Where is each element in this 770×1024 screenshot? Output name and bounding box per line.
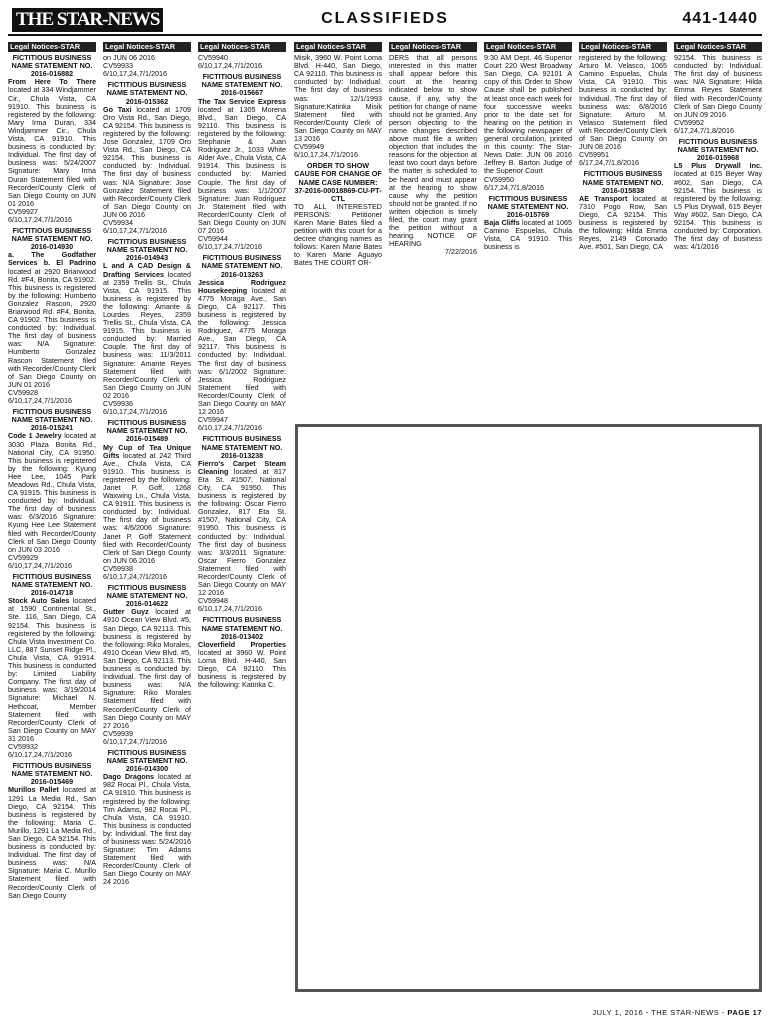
- notice-body: [198, 98, 286, 236]
- notice-text: located at 1709 Oro Vista Rd., San Diego, CA 92154. This business is registered by the following: Jose Gonzalez, 1709 Oro Vista Rd., San Diego, CA 92154. This business is conducted by: Individual. The first day of business was: N/A Signature: Jose Gonzalez Statement filed with Recorder/County Clerk of San Diego County on JUN 06 2016: [103, 104, 191, 219]
- notice-text: located at 4775 Moraga Ave., San Diego, CA 92117. This business is registered by the following: Jessica Rodriguez, 4775 Moraga Ave., San Diego, CA 92117. This business is conducted by: Individual. The first day of business was: 6/1/2002 Signature: Jessica Rodriguez Statement filed with Recorder/County Clerk of San Diego County on MAY 12 2016: [198, 285, 286, 417]
- notice-id: CV59928: [8, 387, 38, 397]
- publication-dates: 6/10,17,24,7/1/2016: [198, 423, 262, 433]
- legal-notice: [8, 54, 96, 224]
- legal-notice: [674, 138, 762, 251]
- notice-text: located at 817 Eta St. #1507, National City, CA 91950. This business is registered by the following: Oscar Fierro Gonzalez, 817 Eta St. #1507, National City, CA 91950. This business is conducted by: Individual. The first day of business was: 3/3/2011 Signature: Oscar Fierro Gonzalez Statement filed with Recorder/County Clerk of San Diego County on MAY 12 2016: [198, 466, 286, 598]
- notice-body: [579, 54, 667, 151]
- notice-title: FICTITIOUS BUSINESS NAME STATEMENT NO. 2016-015838: [582, 169, 664, 195]
- publication-dates: 6/10,17,24,7/1/2016: [198, 604, 262, 614]
- notice-id: CV59940: [198, 53, 228, 63]
- legal-notice: [484, 54, 572, 192]
- publication-dates: 6/10,17,24,7/1/2016: [103, 69, 167, 79]
- business-name: L5 Plus Drywall Inc.: [674, 161, 762, 171]
- legal-notice: [389, 54, 477, 256]
- business-name: Code 1 Jewelry: [8, 431, 62, 441]
- publication-dates: 6/10,17,24,7/1/2016: [103, 407, 167, 417]
- legal-notice: [579, 170, 667, 251]
- column-header: Legal Notices-STAR: [103, 42, 191, 52]
- notice-title: FICTITIOUS BUSINESS NAME STATEMENT NO. 2016-015489: [106, 418, 188, 444]
- legal-notice: [103, 749, 191, 887]
- notice-title: FICTITIOUS BUSINESS NAME STATEMENT NO. 2016-016882: [11, 53, 93, 79]
- business-name: The Tax Service Express: [198, 96, 286, 106]
- notice-body: [674, 54, 762, 119]
- notice-text: located at 242 Third Ave., Chula Vista, CA 91910. This business is registered by the following: Janet P. Goff, 1268 Waxwing Ln., Chula Vista, CA 91911. This business is conducted by: Individual. The first day of business was: 4/6/2006 Signature: Janet P. Goff Statement filed with Recorder/County Clerk of San Diego County on JUN 06 2016: [103, 450, 191, 565]
- notice-text: located at 4910 Ocean View Blvd. #5, San Diego, CA 92113. This business is registered by the following: Riko Morales, 4910 Ocean View Blvd. #5, San Diego, CA 92113. This business is conducted by: Individual. The first day of business was: N/A Signature: Riko Morales Statement filed with Recorder/County Clerk of San Diego County on MAY 27 2016: [103, 607, 191, 730]
- notice-title: FICTITIOUS BUSINESS NAME STATEMENT NO. 2016-014300: [106, 747, 188, 774]
- publication-dates: 6/10,17,24,7/1/2016: [198, 242, 262, 252]
- notice-text: located at 1305 Morena Blvd., San Diego, CA 92110. This business is registered by the following: Stephanie & Juan Rodriguez Jr., 1033 White Alder Ave., Chula Vista, CA 91914. This business is conducted by: Married Couple. The first day of business was: 1/1/2007 Signature: Juan Rodriguez Jr. Statement filed with Recorder/County Clerk of San Diego County on JUN 07 2016: [198, 104, 286, 236]
- business-name: L and A CAD Design & Drafting Services: [103, 261, 191, 279]
- notice-id: CV59938: [103, 563, 133, 573]
- notice-id: CV59934: [103, 217, 133, 227]
- business-name: AE Transport: [579, 193, 628, 203]
- notice-body: [294, 54, 382, 143]
- notice-title: FICTITIOUS BUSINESS NAME STATEMENT NO. 2016-015769: [487, 193, 569, 219]
- column-header: Legal Notices-STAR: [294, 42, 382, 52]
- legal-notice: [103, 81, 191, 235]
- notice-body: [8, 786, 96, 899]
- legal-notice: [8, 408, 96, 570]
- notice-text: DERS that all persons interested in this matter shall appear before this court at the hearing indicated below to show cause, if any, why the petition for change of name should not be granted. Any person objecting to the name changes described above must file a written objection that includes the reasons for the objection at least two court days before the matter is scheduled to be heard and must appear at the hearing to show cause why the petition should not be granted. If no written objection is timely filed, the court may grant the petition without a hearing. NOTICE OF HEARING: [389, 53, 477, 249]
- notice-text: TO ALL INTERESTED PERSONS: Petitioner Karen Marie Bates filed a petition with this court for a decree changing names as follows: Karen Marie Bates to Karen Marie Aguayo Bates THE COURT OR-: [294, 201, 382, 268]
- notice-title: FICTITIOUS BUSINESS NAME STATEMENT NO. 2016-015667: [201, 72, 283, 98]
- notice-text: located at 982 Rocai Pl., Chula Vista, CA 91910. This business is registered by the following: Tim Adams, 982 Rocai Pl., Chula Vista, CA 91910. This business is conducted by: Individual. The first day of business was: 5/24/2016 Signature: Tim Adams Statement filed with Recorder/County Clerk of San Diego County on MAY 24 2016: [103, 772, 191, 887]
- legal-notice: [8, 762, 96, 900]
- legal-notice: [674, 54, 762, 135]
- notice-body: [198, 279, 286, 417]
- business-name: Jessica Rodriguez Housekeeping: [198, 277, 286, 295]
- publication-dates: 6/10,17,24,7/1/2016: [8, 750, 72, 760]
- column-header: Legal Notices-STAR: [8, 42, 96, 52]
- legal-notice: [8, 227, 96, 405]
- legal-notice: [198, 73, 286, 251]
- notice-body: [484, 54, 572, 175]
- publication-dates: 6/10,17,24,7/1/2016: [8, 560, 72, 570]
- publication-dates: 6/10,17,24,7/1/2016: [103, 736, 167, 746]
- notice-body: [103, 262, 191, 400]
- column-header: Legal Notices-STAR: [579, 42, 667, 52]
- notice-body: [484, 219, 572, 251]
- column-header: Legal Notices-STAR: [674, 42, 762, 52]
- publication-dates: 6/10,17,24,7/1/2016: [103, 226, 167, 236]
- notice-body: [674, 162, 762, 251]
- business-name: a. The Godfather Services b. El Padrino: [8, 250, 96, 268]
- publication-dates: 6/10,17,24,7/1/2016: [103, 572, 167, 581]
- legal-notice: [103, 54, 191, 78]
- notice-text: 9:30 AM Dept. 46 Superior Court 220 West Broadway San Diego, CA 92101 A copy of this Order to Show Cause shall be published at least once each week for four successive weeks prior to the date set for hearing on the petition in the following newspaper of general circulation, printed in this county: The Star-News Date: JUN 06 2016 Jeffrey B. Barton Judge of the Superior Court: [484, 53, 572, 176]
- notice-text: located at 615 Beyer Way #602, San Diego, CA 92154. This business is registered by the following: L5 Plus Drywall, 615 Beyer Way #602, San Diego, CA 92154. This business is conducted by: Corporation. The first day of business was: 4/1/2016: [674, 169, 762, 252]
- notice-body: [8, 251, 96, 389]
- notice-id: CV59932: [8, 741, 38, 751]
- legal-notice: [103, 584, 191, 746]
- column-header: Legal Notices-STAR: [198, 42, 286, 52]
- newspaper-logo: THE STAR-NEWS: [12, 8, 163, 32]
- notice-body: [8, 597, 96, 743]
- publication-dates: 6/10,17,24,7/1/2016: [198, 61, 262, 71]
- legal-notice: [198, 435, 286, 613]
- notice-title: FICTITIOUS BUSINESS NAME STATEMENT NO. 2016-013263: [201, 253, 283, 279]
- notice-body: [103, 773, 191, 886]
- legal-notice: [103, 419, 191, 581]
- notice-id: CV59929: [8, 552, 38, 562]
- legal-notice: [484, 195, 572, 252]
- page-number: PAGE 17: [727, 1008, 762, 1017]
- business-name: From Here To There: [8, 77, 96, 87]
- notice-text: 92154. This business is conducted by: Individual. The first day of business was: N/A Signature: Hilda Emma Reyes Statement filed with Recorder/County Clerk of San Diego County on JUN 09 2016: [674, 53, 762, 119]
- section-title: CLASSIFIEDS: [321, 10, 449, 27]
- notice-text: located at 1065 Camino Espuelas, Chula Vista, CA 91910. This business is: [484, 217, 572, 252]
- business-name: My Cup of Tea Unique Gifts: [103, 442, 191, 460]
- notice-id: CV59950: [484, 174, 514, 184]
- category-code: 441-1440: [682, 10, 758, 27]
- publication-dates: 7/22/2016: [445, 247, 477, 257]
- business-name: Cloverfield Properties: [198, 639, 286, 649]
- notice-body: [8, 78, 96, 208]
- publication-dates: 6/17,24,7/1,8/2016: [674, 125, 734, 135]
- column-header: Legal Notices-STAR: [484, 42, 572, 52]
- notice-id: CV59952: [674, 117, 704, 127]
- notice-column: [103, 42, 191, 1010]
- notice-body: [389, 54, 477, 248]
- business-name: Baja Cliffs: [484, 217, 520, 227]
- notice-id: CV59936: [103, 399, 133, 409]
- notice-title: FICTITIOUS BUSINESS NAME STATEMENT NO. 2016-014943: [106, 237, 188, 263]
- notice-body: [103, 106, 191, 219]
- notice-id: CV59933: [103, 61, 133, 71]
- notice-text: located at 3030 Plaza Bonita Rd., National City, CA 91950. This business is registered by the following: Kyung Hee Lee, 1045 Park Meadows Rd., Chula Vista, CA 91915. This business is conducted by: Individual. The first day of business was: 6/3/2016 Signature: Kyung Hee Lee Statement filed with Recorder/County Clerk of San Diego County on JUN 03 2016: [8, 431, 96, 554]
- notice-text: located at 1291 La Media Rd., San Diego, CA 92154. This business is registered by the following: Maria C. Murillo, 1291 La Media Rd., San Diego, CA 92154. This business is conducted by: Individual. The first day of business was: N/A Signature: Maria C. Murillo Statement filed with Recorder/County Clerk of San Diego County: [8, 785, 96, 900]
- ad-placeholder-box: [295, 424, 762, 992]
- notice-text: located at 334 Windjammer Cir., Chula Vista, CA 91910. This business is registered by the following: Mary Irma Duran, 334 Windjammer Cir., Chula Vista, CA 91910. This business is conducted by: Individual. The first day of business was: 5/24/2007 Signature: Mary Irma Duran Statement filed with Recorder/County Clerk of San Diego County on JUN 01 2016: [8, 85, 96, 208]
- footer-date: JULY 1, 2016 - THE STAR-NEWS -: [592, 1008, 728, 1017]
- notice-title: FICTITIOUS BUSINESS NAME STATEMENT NO. 2016-014718: [11, 572, 93, 598]
- notice-body: [579, 195, 667, 252]
- business-name: Murillos Pallet: [8, 785, 59, 795]
- legal-notice: [103, 238, 191, 416]
- publication-dates: 6/17,24,7/1,8/2016: [484, 182, 544, 192]
- notice-text: Misik, 3960 W. Point Loma Blvd. H-440, San Diego, CA 92110. This business is conducted by: Individual. The first day of business was: 12/1/1993 Signature:Katinka Misik Statement filed with Recorder/County Clerk of San Diego County on MAY 13 2016: [294, 53, 382, 144]
- notice-title: ORDER TO SHOW CAUSE FOR CHANGE OF NAME CASE NUMBER: 37-2016-00018869-CU-PT-CTL: [294, 161, 382, 203]
- legal-notice: [294, 162, 382, 267]
- publication-dates: 6/10,17,24,7/1/2016: [8, 396, 72, 406]
- notice-column: [198, 42, 286, 1010]
- notice-id: CV59949: [294, 142, 324, 152]
- notice-text: located at 2920 Briarwood Rd. #F4, Bonita, CA 91902. This business is registered by the following: Humberto Gonzalez Rascon, 2920 Briarwood Rd. #F4, Bonita, CA 91902. This business is conducted by: Individual. The first day of business was: N/A Signature: Humberto Gonzalez Rascon Statement filed with Recorder/County Clerk of San Diego County on JUN 01 2016: [8, 266, 96, 389]
- notice-id: CV59951: [579, 150, 609, 160]
- notice-title: FICTITIOUS BUSINESS NAME STATEMENT NO. 2016-015968: [677, 137, 759, 163]
- business-name: Fierro's Carpet Steam Cleaning: [198, 458, 286, 476]
- notice-id: CV59944: [198, 234, 228, 244]
- notice-title: FICTITIOUS BUSINESS NAME STATEMENT NO. 2016-013402: [201, 615, 283, 641]
- notice-id: CV59947: [198, 415, 228, 425]
- notice-text: located at 3960 W. Point Loma Blvd. H-440, San Diego, CA 92110. This business is registered by the following: Katinka C.: [198, 647, 286, 690]
- business-name: Go Taxi: [103, 104, 132, 114]
- legal-notice: [8, 573, 96, 759]
- notice-body: [8, 432, 96, 553]
- notice-title: FICTITIOUS BUSINESS NAME STATEMENT NO. 2016-014622: [106, 583, 188, 609]
- notice-body: [103, 444, 191, 565]
- legal-notice: [294, 54, 382, 159]
- notice-title: FICTITIOUS BUSINESS NAME STATEMENT NO. 2016-015241: [11, 407, 93, 433]
- notice-text: registered by the following: Arturo M. Velasco, 1065 Camino Espuelas, Chula Vista, CA 91910. This business is conducted by: Individual. The first day of business was: 6/8/2016 Signature: Arturo M. Velasco Statement filed with Recorder/County Clerk of San Diego County on JUN 08 2016: [579, 53, 667, 152]
- notice-column: [8, 42, 96, 1010]
- notice-title: FICTITIOUS BUSINESS NAME STATEMENT NO. 2016-013238: [201, 434, 283, 460]
- notice-body: [198, 641, 286, 690]
- notice-text: located at 1590 Continental St., Ste. 116, San Diego, CA 92154. This business is registered by the following: Chula Vista Investment Co. LLC, 887 Sunset Ridge Pl., Chula Vista, CA 91914. This business is conducted by: Limited Liability Company. The first day of business was: 3/19/2014 Signature: Michael N. Hethcoat, Member Statement filed with Recorder/County Clerk of San Diego County on MAY 31 2016: [8, 596, 96, 743]
- publication-dates: 6/10,17,24,7/1/2016: [8, 214, 72, 224]
- notice-title: FICTITIOUS BUSINESS NAME STATEMENT NO. 2016-015469: [11, 761, 93, 787]
- page-footer: [592, 1008, 762, 1017]
- notice-id: CV59927: [8, 206, 38, 216]
- publication-dates: 6/17,24,7/1,8/2016: [579, 158, 639, 168]
- notice-body: [294, 203, 382, 268]
- legal-notice: [198, 616, 286, 689]
- notice-id: CV59939: [103, 728, 133, 738]
- notice-body: [198, 460, 286, 598]
- business-name: Stock Auto Sales: [8, 596, 70, 606]
- publication-dates: 6/10,17,24,7/1/2016: [294, 150, 358, 160]
- legal-notice: [579, 54, 667, 167]
- notice-id: CV59948: [198, 596, 228, 606]
- notice-text: on JUN 06 2016: [103, 53, 155, 63]
- notice-title: FICTITIOUS BUSINESS NAME STATEMENT NO. 2016-014930: [11, 226, 93, 252]
- column-header: Legal Notices-STAR: [389, 42, 477, 52]
- business-name: Dago Dragons: [103, 772, 155, 782]
- notice-text: located at 2359 Trellis St., Chula Vista, CA 91915. This business is registered by the following: Amante & Lourdes Reyes, 2359 Trellis St., Chula Vista, CA 91915. This business is conducted by: Married Couple. The first day of business was: 11/3/2011 Signature: Amante Reyes Statement filed with Recorder/County Clerk of San Diego County on JUN 02 2016: [103, 269, 191, 400]
- masthead: [8, 6, 762, 36]
- notice-body: [103, 608, 191, 729]
- notice-text: located at 7310 Pogo Row, San Diego, CA 92154. This business is registered by the following: Hilda Emma Reyes, 2149 Coronado Ave. #501, San Diego, CA: [579, 193, 667, 252]
- notice-title: FICTITIOUS BUSINESS NAME STATEMENT NO. 2016-015362: [106, 80, 188, 106]
- business-name: Gutter Guyz: [103, 607, 149, 617]
- legal-notice: [198, 54, 286, 70]
- legal-notice: [198, 254, 286, 432]
